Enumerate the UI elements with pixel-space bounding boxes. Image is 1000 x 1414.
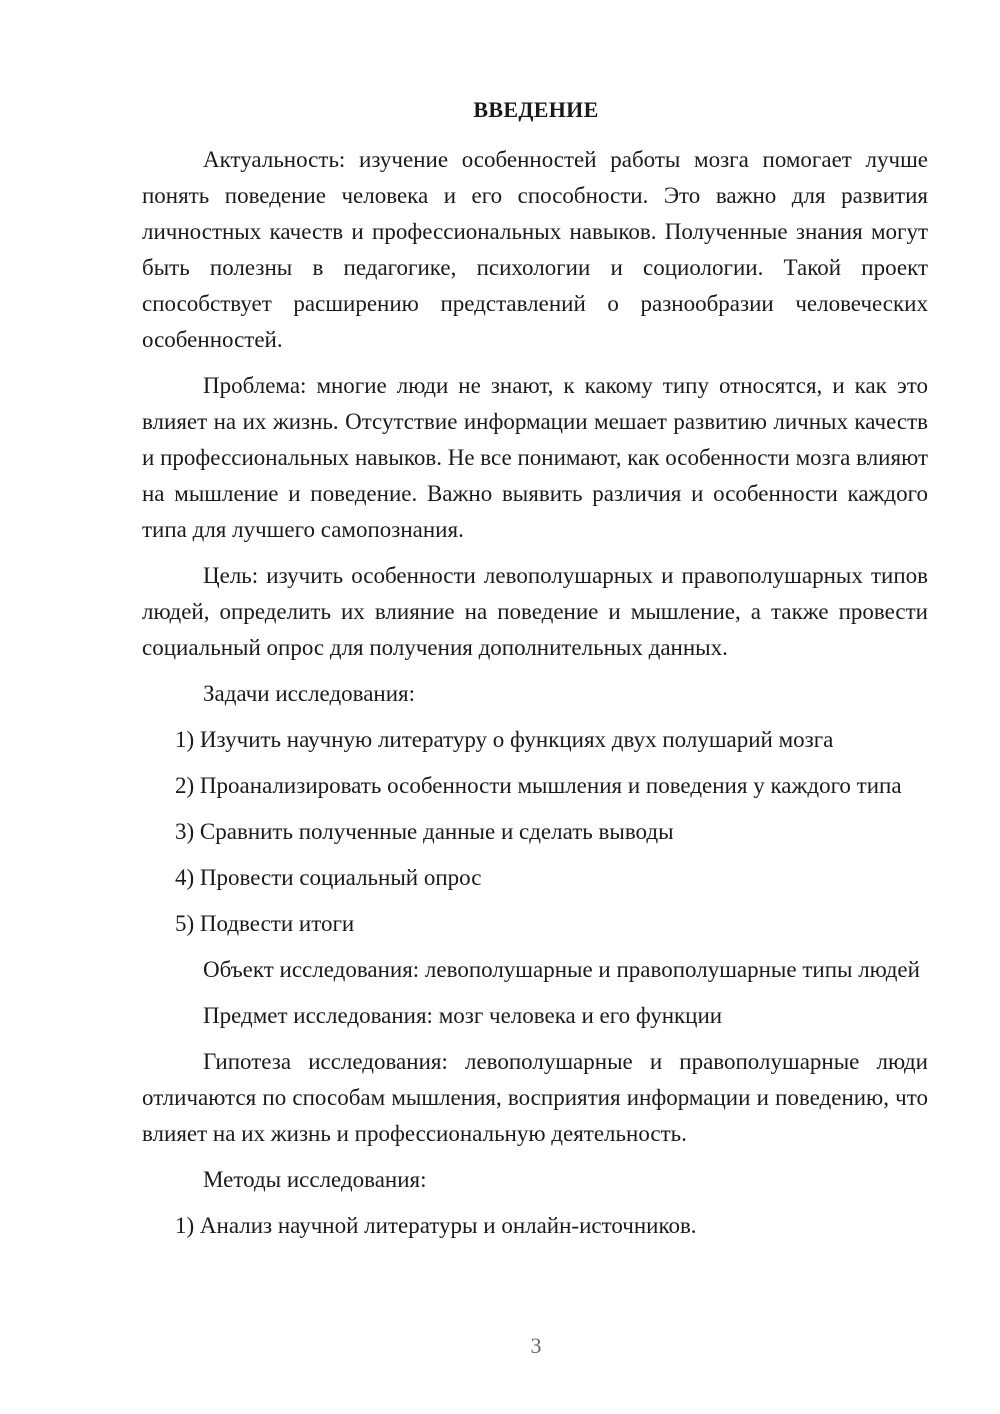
paragraph-problem: Проблема: многие люди не знают, к какому типу относятся, и как это влияет на их жизнь. Отсутствие информации мешает развитию личных качеств и профессиональных навыков. Не все понимают, как особенности мозга влияют на мышление и поведение. Важно выявить различия и особенности каждого типа для лучшего самопознания. [142,373,928,542]
methods-heading: Методы исследования: [203,1167,427,1192]
page-body [142,142,928,1254]
paragraph-relevance: Актуальность: изучение особенностей работы мозга помогает лучше понять поведение человека и его способности. Это важно для развития личностных качеств и профессиональных навыков. Полученные знания могут быть полезны в педагогике, психологии и социологии. Такой проект способствует расширению представлений о разнообразии человеческих особенностей. [142,147,928,352]
paragraph-object: Объект исследования: левополушарные и правополушарные типы людей [203,957,920,982]
paragraph-hypothesis: Гипотеза исследования: левополушарные и правополушарные люди отличаются по способам мышления, восприятия информации и поведению, что влияет на их жизнь и профессиональную деятельность. [142,1049,928,1146]
method-item: 1) Анализ научной литературы и онлайн-источников. [175,1213,697,1238]
paragraph-subject: Предмет исследования: мозг человека и его функции [203,1003,723,1028]
page-number: 3 [530,1333,542,1358]
task-item: 5) Подвести итоги [175,911,355,936]
task-item: 2) Проанализировать особенности мышления и поведения у каждого типа [175,773,902,798]
task-item: 3) Сравнить полученные данные и сделать выводы [175,819,674,844]
task-item: 1) Изучить научную литературу о функциях двух полушарий мозга [175,727,834,752]
paragraph-goal: Цель: изучить особенности левополушарных и правополушарных типов людей, определить их влияние на поведение и мышление, а также провести социальный опрос для получения дополнительных данных. [142,563,928,660]
tasks-heading: Задачи исследования: [203,681,416,706]
page-title: ВВЕДЕНИЕ [473,97,599,122]
task-item: 4) Провести социальный опрос [175,865,482,890]
